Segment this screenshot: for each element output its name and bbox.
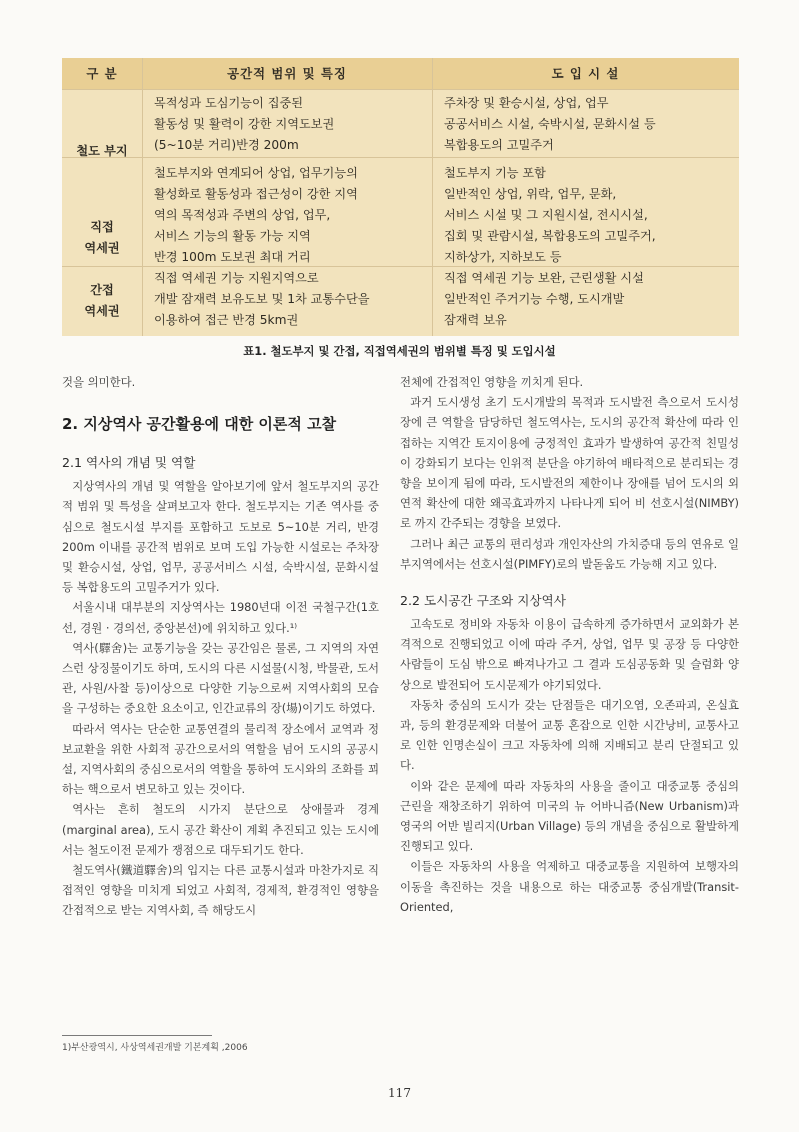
right-column xyxy=(400,372,739,917)
header-category: 구 분 xyxy=(86,66,118,81)
paragraph: 철도역사(鐵道驛舍)의 입지는 다른 교통시설과 마찬가지로 직접적인 영향을 미치게 되었고 사회적, 경제적, 환경적인 영향을 간접적으로 받는 지역사회, 즉 해당도시 xyxy=(62,863,379,918)
table-divider xyxy=(142,58,143,336)
facility-line: 직접 역세권 기능 보완, 근린생활 시설 xyxy=(444,271,644,285)
scope-line: 목적성과 도심기능이 집중된 xyxy=(154,96,304,110)
scope-line: (5~10분 거리)반경 200m xyxy=(154,138,299,152)
facility-line: 집회 및 관람시설, 복합용도의 고밀주거, xyxy=(444,229,656,243)
paragraph: 따라서 역사는 단순한 교통연결의 물리적 장소에서 교역과 정보교환을 위한 사회적 공간으로서의 역할을 넘어 도시의 공공시설, 지역사회의 중심으로서의 역할을 통하여 도시와의 조화를 꾀하는 핵으로서 변모하고 있는 것이다. xyxy=(62,721,379,797)
row-facilities xyxy=(432,266,739,336)
subsection-title: 2.1 역사의 개념 및 역할 xyxy=(62,455,196,471)
table-divider xyxy=(62,89,739,90)
table-divider xyxy=(432,58,433,336)
scope-line: 반경 100m 도보권 최대 거리 xyxy=(154,250,311,264)
scope-line: 직접 역세권 기능 지원지역으로 xyxy=(154,271,319,285)
table-divider xyxy=(62,266,739,267)
facility-line: 주차장 및 환승시설, 상업, 업무 xyxy=(444,96,609,110)
running-header xyxy=(590,4,770,14)
category-line: 역세권 xyxy=(84,241,120,255)
scope-line: 서비스 기능의 활동 가능 지역 xyxy=(154,229,311,243)
category-line: 역세권 xyxy=(84,304,120,318)
table-header-row xyxy=(62,58,739,89)
scope-line: 이용하여 접근 반경 5km권 xyxy=(154,313,299,327)
category-line: 직접 xyxy=(90,220,114,234)
facility-line: 잠재력 보유 xyxy=(444,313,507,327)
page-number: 117 xyxy=(388,1086,411,1100)
paragraph: 그러나 최근 교통의 편리성과 개인자산의 가치증대 등의 연유로 일부지역에서는 선호시설(PIMFY)로의 발돋움도 가능해 지고 있다. xyxy=(400,536,739,571)
paragraph: 이와 같은 문제에 따라 자동차의 사용을 줄이고 대중교통 중심의 근린을 재창조하기 위하여 미국의 뉴 어바니즘(New Urbanism)과 영국의 어반 빌리지(Urban Village) 등의 개념을 중심으로 활발하게 진행되고 있다. xyxy=(400,778,739,854)
footnote-rule xyxy=(62,1035,212,1036)
facility-line: 복합용도의 고밀주거 xyxy=(444,138,554,152)
scope-line: 개발 잠재력 보유도보 및 1차 교통수단을 xyxy=(154,292,370,306)
subsection-title: 2.2 도시공간 구조와 지상역사 xyxy=(400,593,566,609)
facility-table xyxy=(62,58,739,336)
left-column xyxy=(62,372,379,921)
spacer xyxy=(400,574,739,590)
row-category xyxy=(62,266,142,336)
paragraph: 역사(驛舍)는 교통기능을 갖는 공간임은 물론, 그 지역의 자연스런 상징물이기도 하며, 도시의 다른 시설물(시청, 박물관, 도서관, 사원/사찰 등)이상으로 다양한 기능으로써 지역사회의 모습을 구성하는 중요한 요소이고, 인간교류의 장(場)이기도 하였다. xyxy=(62,640,379,716)
scope-line: 역의 목적성과 주변의 상업, 업무, xyxy=(154,208,331,222)
table-caption: 표1. 철도부지 및 간접, 직접역세권의 범위별 특징 및 도입시설 xyxy=(243,344,556,358)
scope-line: 활성화로 활동성과 접근성이 강한 지역 xyxy=(154,187,358,201)
row-scope xyxy=(142,266,432,336)
facility-line: 일반적인 상업, 위락, 업무, 문화, xyxy=(444,187,617,201)
scope-line: 철도부지와 연계되어 상업, 업무기능의 xyxy=(154,166,358,180)
header-facilities: 도 입 시 설 xyxy=(551,66,620,81)
scope-line: 활동성 및 활력이 강한 지역도보권 xyxy=(154,117,335,131)
facility-line: 철도부지 기능 포함 xyxy=(444,166,546,180)
table-divider xyxy=(62,157,739,158)
paragraph: 것을 의미한다. xyxy=(62,375,136,389)
paragraph: 과거 도시생성 초기 도시개발의 목적과 도시발전 측으로서 도시성장에 큰 역할을 담당하던 철도역사는, 도시의 공간적 확산에 따라 인접하는 지역간 토지이용에 긍정적인 효과가 발생하여 공간적 친밀성이 강화되기 보다는 인위적 분단을 야기하여 배타적으로 분리되는 경향을 보이게 됨에 따라, 도시발전의 제한이나 장애를 넘어 도시의 외연적 확산에 대한 왜곡효과까지 나타나게 되어 비 선호시설(NIMBY)로 까지 간주되는 경향을 보였다. xyxy=(400,395,739,531)
facility-line: 공공서비스 시설, 숙박시설, 문화시설 등 xyxy=(444,117,656,131)
category-line: 간접 xyxy=(90,283,114,297)
category-line: 철도 부지 xyxy=(76,143,128,158)
paragraph: 고속도로 정비와 자동차 이용이 급속하게 증가하면서 교외화가 본격적으로 진행되었고 이에 따라 주거, 상업, 업무 및 공장 등 다양한 사람들이 도심 밖으로 빠져나가고 그 결과 도심공동화 및 슬럼화 양상으로 발전되어 도시문제가 야기되었다. xyxy=(400,617,739,692)
facility-line: 일반적인 주거기능 수행, 도시개발 xyxy=(444,292,625,306)
paragraph: 역사는 흔히 철도의 시가지 분단으로 상애물과 경계(marginal area), 도시 공간 확산이 계획 추진되고 있는 도시에서는 철도이전 문제가 쟁점으로 대두되기도 한다. xyxy=(62,802,379,857)
paragraph: 자동차 중심의 도시가 갖는 단점들은 대기오염, 오존파괴, 온실효과, 등의 환경문제와 더불어 교통 혼잡으로 인한 시간낭비, 교통사고로 인한 인명손실이 크고 자동차에 의해 지배되고 분리 단절되고 있다. xyxy=(400,697,739,773)
facility-line: 지하상가, 지하보도 등 xyxy=(444,250,562,264)
paragraph: 전체에 간접적인 영향을 끼치게 된다. xyxy=(400,375,584,389)
table-row-indirect-area xyxy=(62,266,739,336)
section-title: 2. 지상역사 공간활용에 대한 이론적 고찰 xyxy=(62,415,337,434)
header-scope: 공간적 범위 및 특징 xyxy=(227,66,347,81)
paragraph: 이들은 자동차의 사용을 억제하고 대중교통을 지원하여 보행자의 이동을 촉진하는 것을 내용으로 하는 대중교통 중심개발(Transit-Oriented, xyxy=(400,859,739,914)
facility-line: 서비스 시설 및 그 지원시설, 전시시설, xyxy=(444,208,648,222)
paragraph: 서울시내 대부분의 지상역사는 1980년대 이전 국철구간(1호선, 경원 · 경의선, 중앙본선)에 위치하고 있다.¹⁾ xyxy=(62,600,379,635)
footnote: 1)부산광역시, 사상역세권개발 기본계획 ,2006 xyxy=(62,1043,248,1053)
paragraph: 지상역사의 개념 및 역할을 알아보기에 앞서 철도부지의 공간적 범위 및 특성을 살펴보고자 한다. 철도부지는 기존 역사를 중심으로 철도시설 부지를 포함하고 도보로 5~10분 거리, 반경 200m 이내를 공간적 범위로 보며 도입 가능한 시설로는 주차장 및 환승시설, 상업, 업무, 공공서비스 시설, 숙박시설, 문화시설 등 복합용도의 고밀주거가 있다. xyxy=(62,479,379,595)
